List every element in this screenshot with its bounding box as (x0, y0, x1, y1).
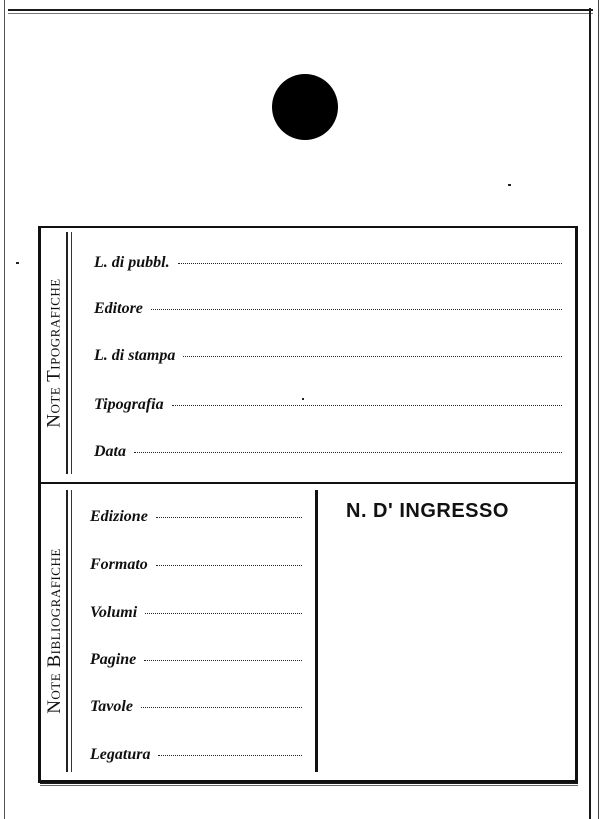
dotted-line (172, 404, 562, 406)
dotted-line (145, 612, 302, 614)
field-label: L. di stampa (94, 347, 176, 364)
field-data[interactable] (94, 443, 562, 465)
note-tipografiche-label: Note Tipografiche (44, 278, 65, 428)
field-label: L. di pubbl. (94, 254, 170, 271)
dotted-line (151, 308, 562, 310)
card-top-edge (8, 9, 593, 11)
numero-ingresso-heading: N. D' INGRESSO (346, 500, 509, 522)
dotted-line (158, 754, 302, 756)
dotted-line (156, 516, 302, 518)
card-right-edge-outer (598, 0, 599, 819)
field-edizione[interactable] (90, 508, 302, 530)
field-tipografia[interactable] (94, 396, 562, 418)
section-divider (38, 482, 578, 484)
field-legatura[interactable] (90, 746, 302, 768)
field-label: Editore (94, 300, 143, 317)
dotted-line (183, 355, 562, 357)
card-right-edge (589, 8, 591, 819)
note-tipografiche-label-box (44, 232, 68, 474)
column-divider (315, 490, 318, 772)
field-label: Data (94, 443, 126, 460)
dotted-line (156, 564, 302, 566)
punch-hole (272, 74, 338, 140)
card-left-edge (4, 0, 5, 819)
field-label: Legatura (90, 746, 151, 763)
print-speck (508, 184, 511, 186)
field-tavole[interactable] (90, 698, 302, 720)
field-luogo-pubblicazione[interactable] (94, 254, 562, 276)
dotted-line (141, 706, 302, 708)
field-formato[interactable] (90, 556, 302, 578)
dotted-line (144, 659, 302, 661)
card-bottom-edge-shadow (40, 785, 578, 786)
field-label: Formato (90, 556, 148, 573)
field-label: Tipografia (94, 396, 164, 413)
dotted-line (134, 451, 562, 453)
card-top-edge-shadow (8, 13, 593, 14)
field-label: Tavole (90, 698, 133, 715)
field-label: Pagine (90, 651, 137, 668)
field-editore[interactable] (94, 300, 562, 322)
field-volumi[interactable] (90, 604, 302, 626)
field-label: Edizione (90, 508, 148, 525)
print-speck (16, 262, 19, 264)
field-luogo-stampa[interactable] (94, 347, 562, 369)
field-pagine[interactable] (90, 651, 302, 673)
note-bibliografiche-label-box (44, 490, 68, 772)
note-bibliografiche-label: Note Bibliografiche (44, 548, 65, 714)
field-label: Volumi (90, 604, 138, 621)
dotted-line (178, 262, 562, 264)
